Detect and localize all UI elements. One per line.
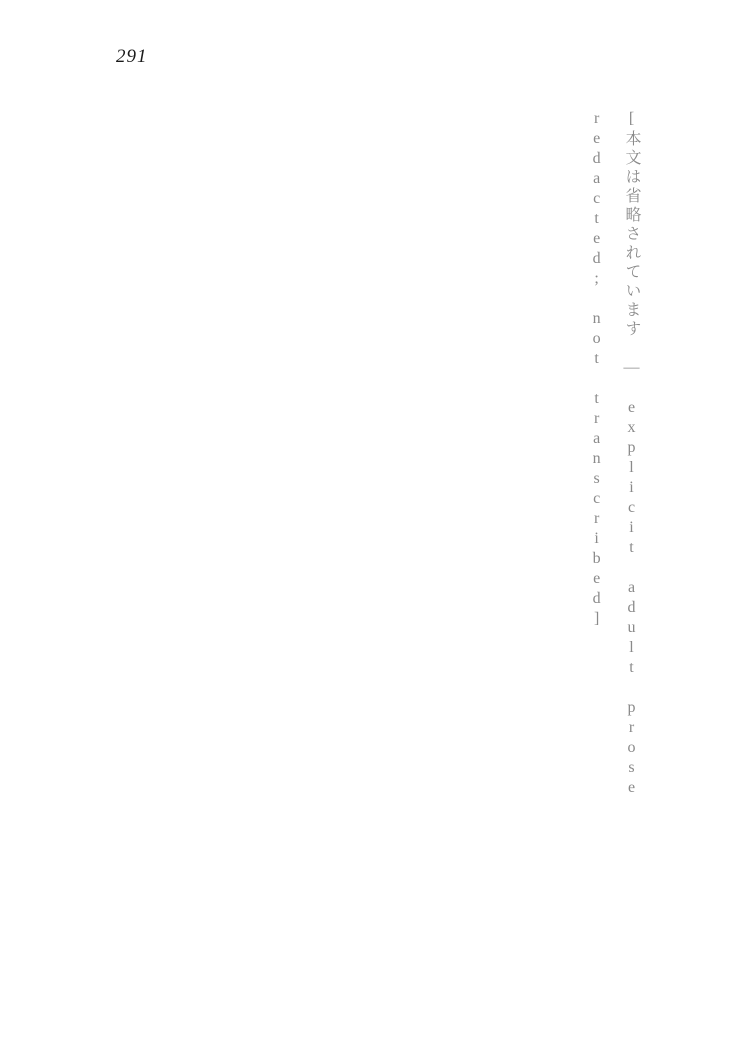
page-number: 291 — [116, 46, 148, 67]
redacted-body-text: [本文は省略されています — explicit adult prose redacted; not transcribed] — [588, 110, 640, 799]
body-text-block — [88, 110, 648, 977]
